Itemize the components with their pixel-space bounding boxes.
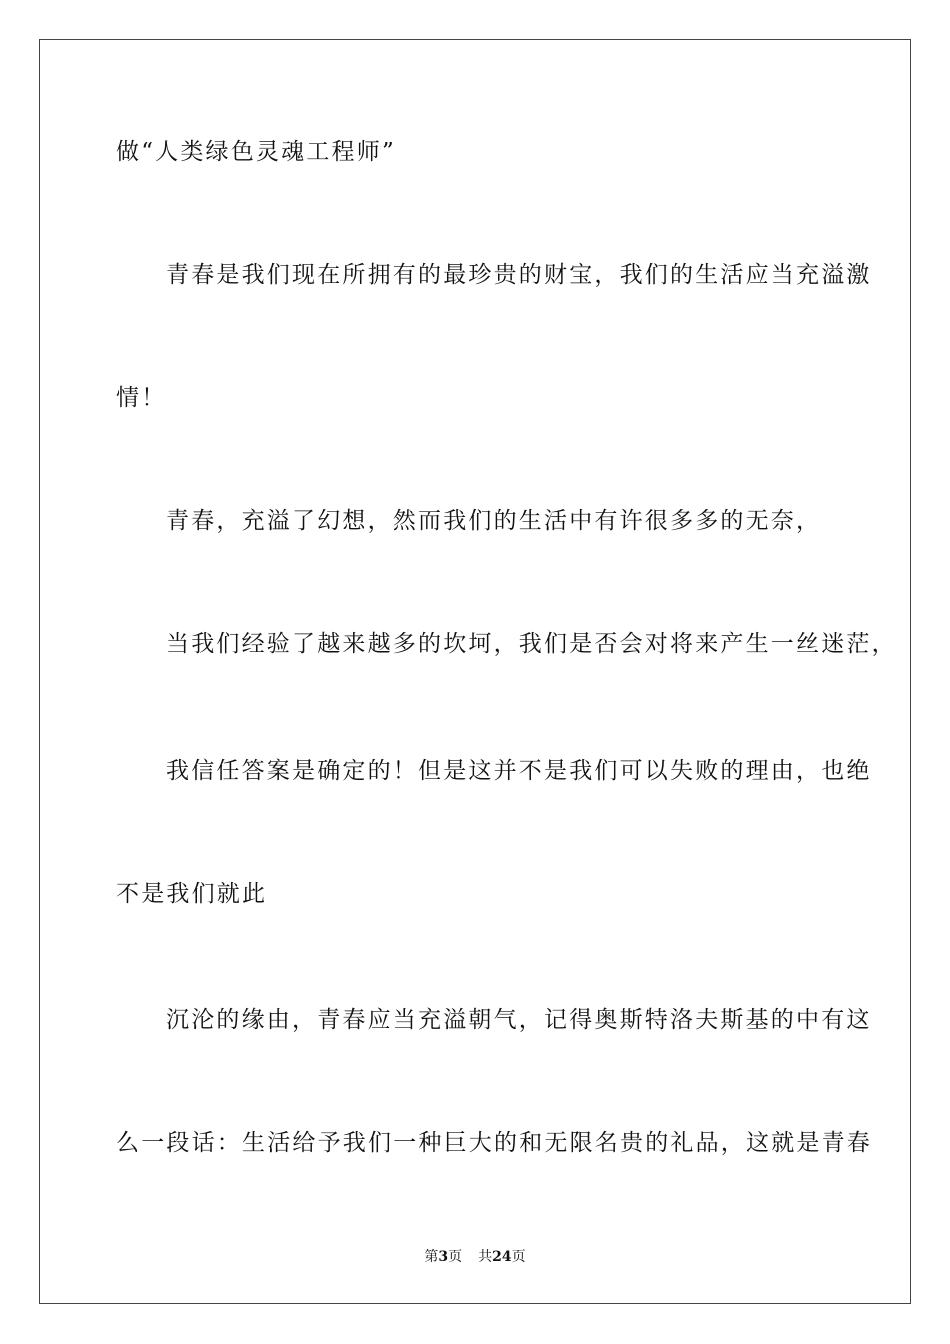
text-line-9: 么一段话：生活给予我们一种巨大的和无限名贵的礼品，这就是青春: [116, 1130, 872, 1156]
page-number: 3: [438, 1249, 449, 1265]
page-suffix: 页: [448, 1249, 463, 1265]
total-pages: 24: [492, 1249, 512, 1265]
text-line-1: 做“人类绿色灵魂工程师”: [116, 139, 396, 165]
text-line-4: 青春，充溢了幻想，然而我们的生活中有许很多多的无奈，: [166, 508, 822, 534]
text-line-3: 情！: [116, 385, 167, 411]
page-border: [39, 39, 911, 1304]
page-footer: [0, 1247, 950, 1267]
text-line-2: 青春是我们现在所拥有的最珍贵的财宝，我们的生活应当充溢激: [166, 262, 872, 288]
text-line-8: 沉沦的缘由，青春应当充溢朝气，记得奥斯特洛夫斯基的中有这: [166, 1007, 872, 1033]
text-line-7: 不是我们就此: [116, 881, 268, 907]
page-prefix: 第: [424, 1249, 439, 1265]
text-line-5: 当我们经验了越来越多的坎坷，我们是否会对将来产生一丝迷茫，: [166, 631, 897, 657]
text-line-6: 我信任答案是确定的！但是这并不是我们可以失败的理由，也绝: [166, 758, 872, 784]
total-prefix: 共: [478, 1249, 493, 1265]
total-suffix: 页: [511, 1249, 526, 1265]
